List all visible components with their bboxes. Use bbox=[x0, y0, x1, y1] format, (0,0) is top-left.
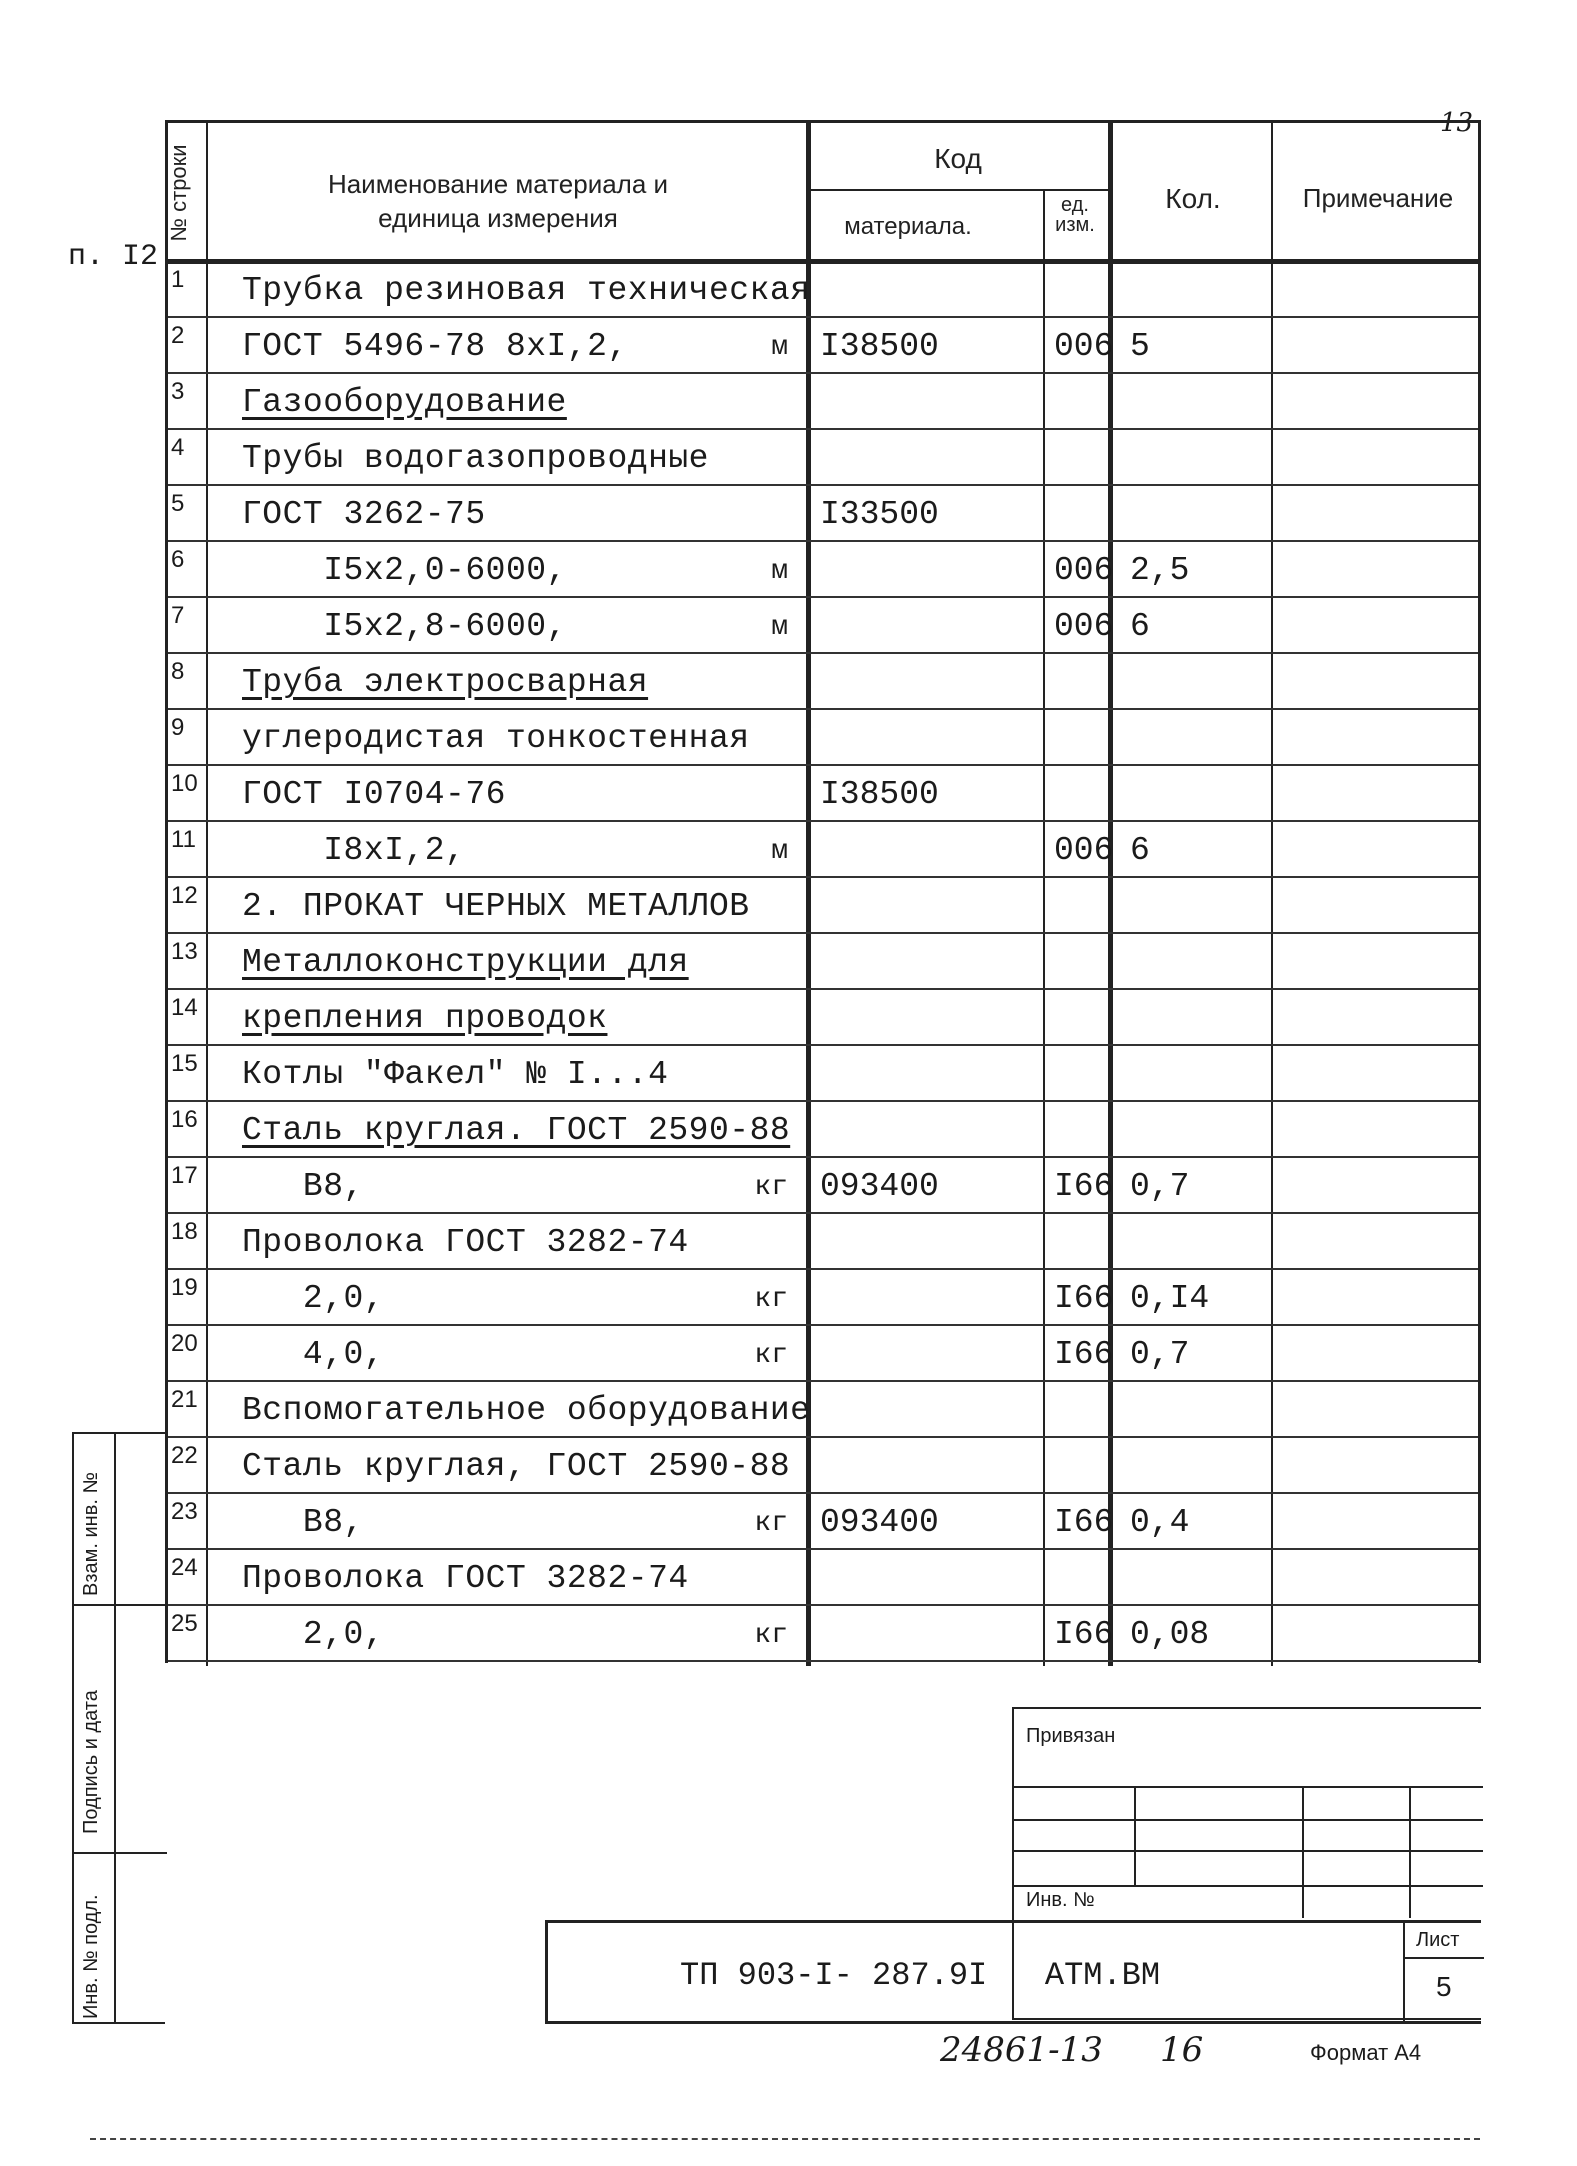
material-name: Газооборудование bbox=[242, 384, 567, 421]
unit: м bbox=[771, 332, 788, 363]
table-row bbox=[168, 542, 1478, 598]
material-name: 2,0, bbox=[242, 1616, 385, 1653]
unit-code: I66 bbox=[1054, 1280, 1114, 1317]
row-number: 25 bbox=[171, 1610, 198, 1637]
quantity: 6 bbox=[1130, 832, 1150, 869]
quantity: 0,7 bbox=[1130, 1336, 1190, 1373]
quantity: 6 bbox=[1130, 608, 1150, 645]
material-name: Проволока ГОСТ 3282-74 bbox=[242, 1560, 689, 1597]
table-row bbox=[168, 654, 1478, 710]
material-name: крепления проводок bbox=[242, 1000, 608, 1037]
row-number: 9 bbox=[171, 714, 185, 741]
table-row bbox=[168, 1494, 1478, 1550]
table-row bbox=[168, 1214, 1478, 1270]
materials-table bbox=[165, 120, 1481, 1663]
table-row bbox=[168, 598, 1478, 654]
material-code: 093400 bbox=[820, 1504, 939, 1541]
table-row bbox=[168, 766, 1478, 822]
row-number: 21 bbox=[171, 1386, 198, 1413]
left-stamp-strip bbox=[72, 1432, 165, 2024]
table-row bbox=[168, 262, 1478, 318]
table-row bbox=[168, 318, 1478, 374]
row-number: 2 bbox=[171, 322, 185, 349]
label-vzam-inv: Взам. инв. № bbox=[80, 1472, 102, 1596]
row-number: 19 bbox=[171, 1274, 198, 1301]
unit: кг bbox=[754, 1620, 788, 1651]
unit-code: 006 bbox=[1054, 608, 1114, 645]
table-row bbox=[168, 878, 1478, 934]
unit-code: 006 bbox=[1054, 552, 1114, 589]
label-podpis-data: Подпись и дата bbox=[80, 1690, 102, 1834]
table-row bbox=[168, 486, 1478, 542]
row-number: 5 bbox=[171, 490, 185, 517]
quantity: 0,4 bbox=[1130, 1504, 1190, 1541]
material-name: 4,0, bbox=[242, 1336, 385, 1373]
row-number: 18 bbox=[171, 1218, 198, 1245]
label-privyazan: Привязан bbox=[1026, 1725, 1116, 1747]
header-name: Наименование материала и единица измерения bbox=[327, 169, 669, 233]
material-name: В8, bbox=[242, 1168, 364, 1205]
unit-code: 006 bbox=[1054, 832, 1114, 869]
material-name: I8хI,2, bbox=[242, 832, 466, 869]
row-number: 1 bbox=[171, 266, 185, 293]
material-name: Котлы "Факел" № I...4 bbox=[242, 1056, 669, 1093]
row-number: 15 bbox=[171, 1050, 198, 1077]
format-label: Формат А4 bbox=[1310, 2040, 1422, 2065]
material-code: I38500 bbox=[820, 328, 939, 365]
unit-code: I66 bbox=[1054, 1504, 1114, 1541]
material-name: Проволока ГОСТ 3282-74 bbox=[242, 1224, 689, 1261]
unit: м bbox=[771, 556, 788, 587]
table-row bbox=[168, 430, 1478, 486]
handwritten-page-number: 13 bbox=[1440, 108, 1474, 138]
material-name: Труба электросварная bbox=[242, 664, 649, 701]
row-number: 11 bbox=[171, 826, 196, 853]
row-number: 8 bbox=[171, 658, 185, 685]
material-code: I33500 bbox=[820, 496, 939, 533]
unit: кг bbox=[754, 1340, 788, 1371]
material-name: ГОСТ 3262-75 bbox=[242, 496, 486, 533]
table-row bbox=[168, 1606, 1478, 1662]
document-stamp bbox=[545, 1920, 1481, 2024]
material-name: ГОСТ 5496-78 8хI,2, bbox=[242, 328, 628, 365]
header-code: Код bbox=[934, 143, 982, 174]
unit: кг bbox=[754, 1172, 788, 1203]
material-name: Вспомогательное оборудование bbox=[242, 1392, 811, 1429]
table-row bbox=[168, 1550, 1478, 1606]
header-qty: Кол. bbox=[1165, 183, 1221, 214]
row-number: 7 bbox=[171, 602, 185, 629]
unit: кг bbox=[754, 1284, 788, 1315]
table-row bbox=[168, 710, 1478, 766]
material-code: 093400 bbox=[820, 1168, 939, 1205]
header-code-material: материала. bbox=[844, 213, 972, 240]
material-name: углеродистая тонкостенная bbox=[242, 720, 750, 757]
label-list: Лист bbox=[1416, 1929, 1460, 1951]
table-row bbox=[168, 1102, 1478, 1158]
material-name: 2,0, bbox=[242, 1280, 385, 1317]
row-number: 17 bbox=[171, 1162, 198, 1189]
row-number: 6 bbox=[171, 546, 185, 573]
table-row bbox=[168, 1382, 1478, 1438]
row-number: 20 bbox=[171, 1330, 198, 1357]
row-number: 3 bbox=[171, 378, 185, 405]
row-number: 12 bbox=[171, 882, 198, 909]
unit-code: I66 bbox=[1054, 1168, 1114, 1205]
row-number: 23 bbox=[171, 1498, 198, 1525]
unit-code: I66 bbox=[1054, 1336, 1114, 1373]
handwritten-archive-number: 24861-13 bbox=[940, 2030, 1103, 2070]
header-note: Примечание bbox=[1302, 183, 1454, 213]
handwritten-sheet-number: 16 bbox=[1160, 2030, 1204, 2070]
table-row bbox=[168, 1046, 1478, 1102]
unit: кг bbox=[754, 1508, 788, 1539]
table-row bbox=[168, 990, 1478, 1046]
header-code-unit: ед. изм. bbox=[1055, 194, 1095, 236]
list-number: 5 bbox=[1436, 1971, 1452, 2002]
material-name: Металлоконструкции для bbox=[242, 944, 689, 981]
unit-code: 006 bbox=[1054, 328, 1114, 365]
material-name: Сталь круглая. ГОСТ 2590-88 bbox=[242, 1112, 791, 1149]
row-number: 4 bbox=[171, 434, 185, 461]
row-number: 22 bbox=[171, 1442, 198, 1469]
table-row bbox=[168, 822, 1478, 878]
material-name: Сталь круглая, ГОСТ 2590-88 bbox=[242, 1448, 791, 1485]
material-code: I38500 bbox=[820, 776, 939, 813]
margin-note: п. I2 bbox=[68, 240, 159, 274]
label-inv-no: Инв. № bbox=[1026, 1889, 1095, 1911]
label-inv-podl: Инв. № подл. bbox=[80, 1894, 102, 2019]
material-name: ГОСТ I0704-76 bbox=[242, 776, 506, 813]
row-number: 14 bbox=[171, 994, 198, 1021]
table-row bbox=[168, 1438, 1478, 1494]
header-row-no: № строки bbox=[166, 144, 191, 242]
quantity: 5 bbox=[1130, 328, 1150, 365]
unit-code: I66 bbox=[1054, 1616, 1114, 1653]
unit: м bbox=[771, 612, 788, 643]
quantity: 0,08 bbox=[1130, 1616, 1210, 1653]
quantity: 0,I4 bbox=[1130, 1280, 1210, 1317]
document-code: ТП 903-I- 287.9I АТМ.ВМ bbox=[680, 1957, 1161, 1994]
quantity: 2,5 bbox=[1130, 552, 1190, 589]
unit: м bbox=[771, 836, 788, 867]
table-row bbox=[168, 1270, 1478, 1326]
row-number: 10 bbox=[171, 770, 198, 797]
material-name: В8, bbox=[242, 1504, 364, 1541]
material-name: I5х2,0-6000, bbox=[242, 552, 567, 589]
table-row bbox=[168, 934, 1478, 990]
row-number: 24 bbox=[171, 1554, 198, 1581]
table-row bbox=[168, 1158, 1478, 1214]
material-name: Трубка резиновая техническая bbox=[242, 272, 811, 309]
table-row bbox=[168, 1326, 1478, 1382]
table-row bbox=[168, 374, 1478, 430]
material-name: 2. ПРОКАТ ЧЕРНЫХ МЕТАЛЛОВ bbox=[242, 888, 750, 925]
material-name: I5х2,8-6000, bbox=[242, 608, 567, 645]
material-name: Трубы водогазопроводные bbox=[242, 440, 709, 477]
quantity: 0,7 bbox=[1130, 1168, 1190, 1205]
row-number: 13 bbox=[171, 938, 198, 965]
row-number: 16 bbox=[171, 1106, 198, 1133]
